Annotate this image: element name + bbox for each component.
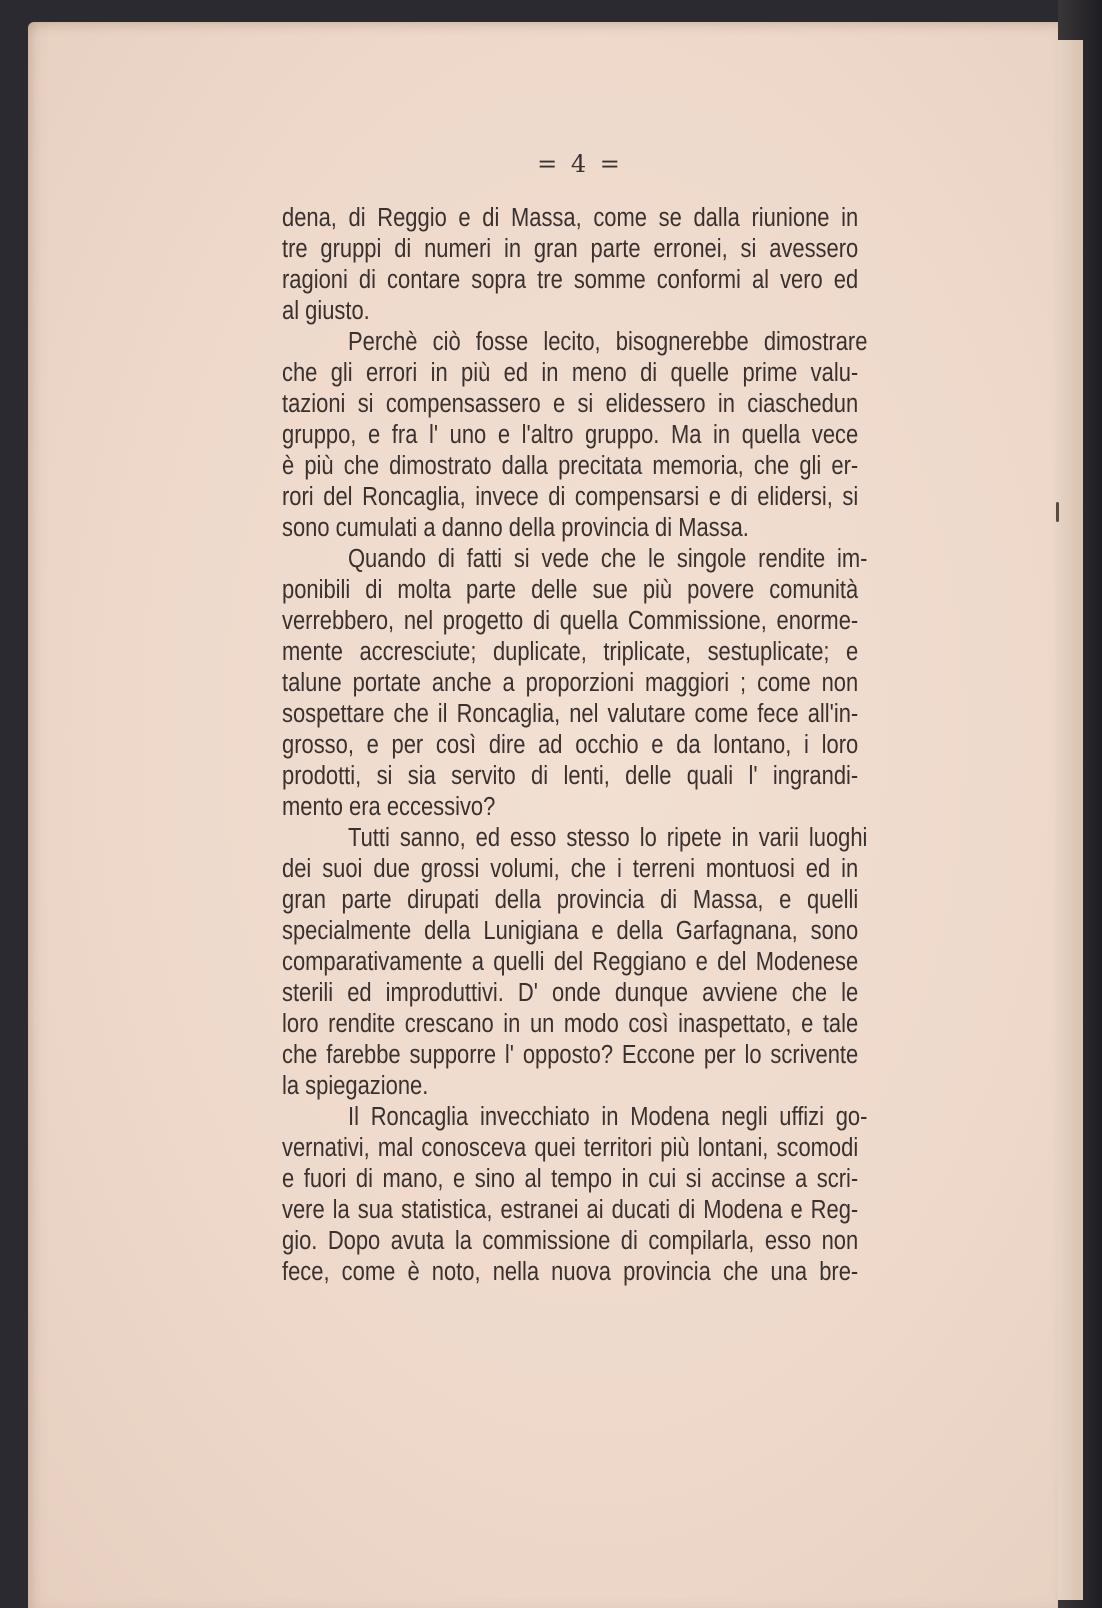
text-line: loro rendite crescano in un modo così inaspettato, e tale [282, 1010, 859, 1038]
text-line: Il Roncaglia invecchiato in Modena negli uffizi go- [348, 1103, 868, 1131]
text-line: vere la sua statistica, estranei ai ducati di Modena e Reg- [282, 1196, 859, 1224]
text-line: sospettare che il Roncaglia, nel valutare come fece all'in- [282, 700, 859, 728]
text-line: comparativamente a quelli del Reggiano e del Modenese [282, 948, 859, 976]
text-line: rori del Roncaglia, invece di compensarsi e di elidersi, si [282, 483, 859, 511]
text-line: ragioni di contare sopra tre somme conformi al vero ed [282, 266, 859, 294]
text-line: Tutti sanno, ed esso stesso lo ripete in varii luoghi [348, 824, 868, 852]
page-number: = 4 = [537, 150, 623, 178]
pencil-mark [1056, 502, 1059, 522]
text-line: specialmente della Lunigiana e della Garfagnana, sono [282, 917, 859, 945]
text-line: Quando di fatti si vede che le singole rendite im- [348, 545, 868, 573]
text-line: dena, di Reggio e di Massa, come se dalla riunione in [282, 204, 859, 232]
text-line: prodotti, si sia servito di lenti, delle quali l' ingrandi- [282, 762, 859, 790]
text-line: che farebbe supporre l' opposto? Eccone per lo scrivente [282, 1041, 859, 1069]
text-line: è più che dimostrato dalla precitata memoria, che gli er- [282, 452, 859, 480]
text-line: che gli errori in più ed in meno di quelle prime valu- [282, 359, 859, 387]
text-line: verrebbero, nel progetto di quella Commissione, enorme- [282, 607, 859, 635]
text-line: al giusto. [282, 297, 370, 325]
text-line: gruppo, e fra l' uno e l'altro gruppo. Ma in quella vece [282, 421, 859, 449]
text-line: sterili ed improduttivi. D' onde dunque avviene che le [282, 979, 859, 1007]
text-line: vernativi, mal conosceva quei territori più lontani, scomodi [282, 1134, 859, 1162]
text-line: Perchè ciò fosse lecito, bisognerebbe dimostrare [348, 328, 868, 356]
text-line: e fuori di mano, e sino al tempo in cui si accinse a scri- [282, 1165, 859, 1193]
text-line: mento era eccessivo? [282, 793, 496, 821]
text-line: tre gruppi di numeri in gran parte erronei, si avessero [282, 235, 859, 263]
text-line: la spiegazione. [282, 1072, 429, 1100]
text-line: mente accresciute; duplicate, triplicate, sestuplicate; e [282, 638, 859, 666]
text-line: ponibili di molta parte delle sue più povere comunità [282, 576, 859, 604]
text-line: fece, come è noto, nella nuova provincia che una bre- [282, 1258, 859, 1286]
text-line: grosso, e per così dire ad occhio e da lontano, i loro [282, 731, 859, 759]
text-line: dei suoi due grossi volumi, che i terreni montuosi ed in [282, 855, 859, 883]
text-line: gran parte dirupati della provincia di Massa, e quelli [282, 886, 859, 914]
text-line: talune portate anche a proporzioni maggiori ; come non [282, 669, 859, 697]
text-line: sono cumulati a danno della provincia di Massa. [282, 514, 749, 542]
text-line: gio. Dopo avuta la commissione di compilarla, esso non [282, 1227, 859, 1255]
text-line: tazioni si compensassero e si elidessero in ciaschedun [282, 390, 859, 418]
